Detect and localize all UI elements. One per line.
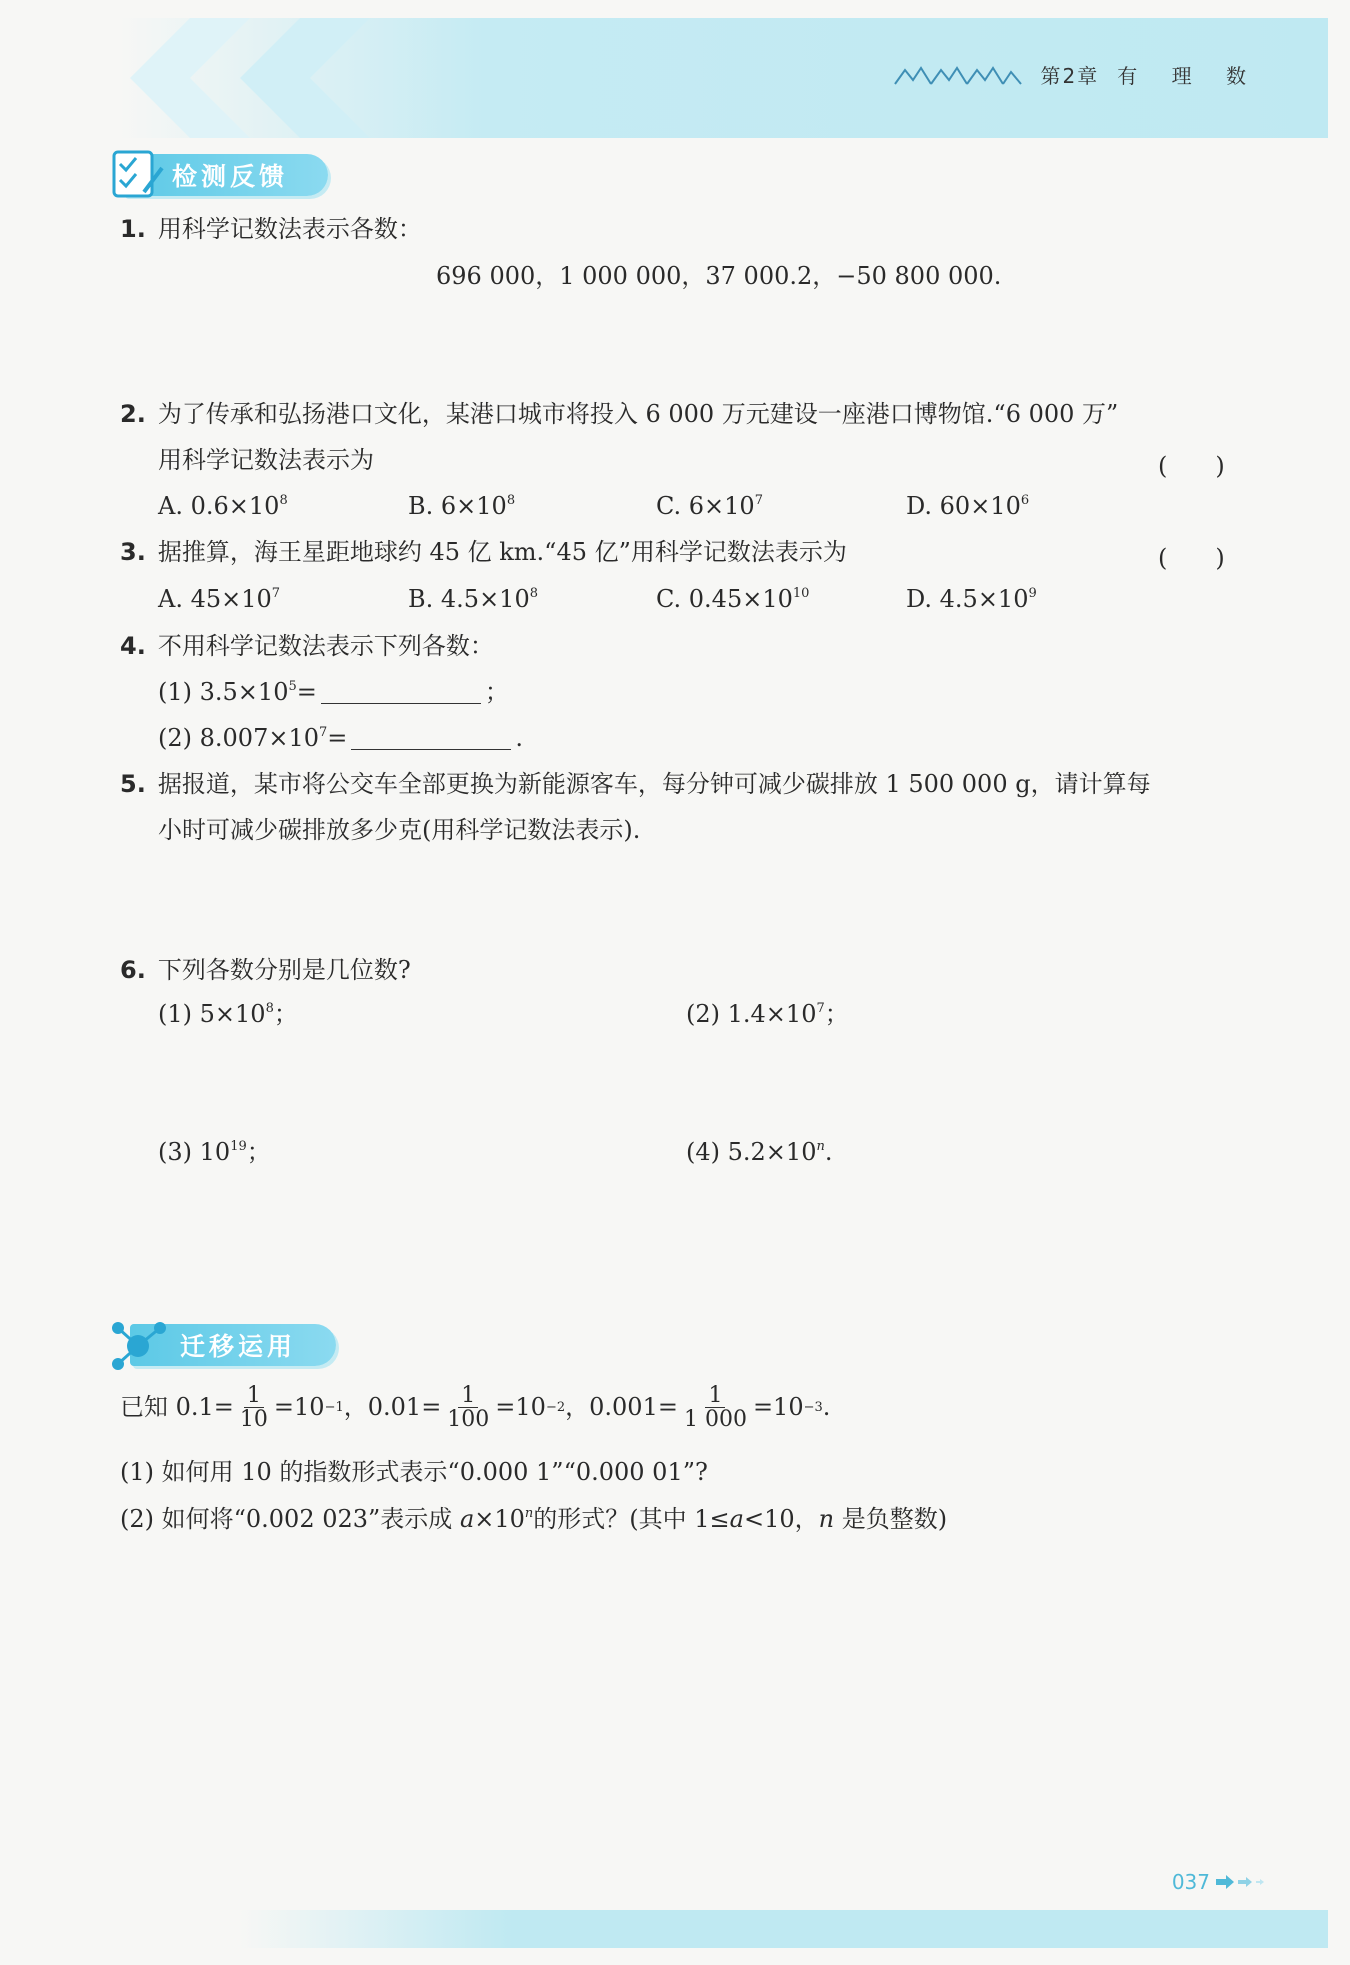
equation-lhs: 0.1= <box>175 1393 234 1422</box>
option-label: C. <box>656 492 682 520</box>
equals-sign: = <box>296 678 317 706</box>
option-d <box>906 492 1029 520</box>
option-b <box>408 585 538 613</box>
punctuation: ； <box>824 1000 849 1028</box>
variable: a <box>459 1505 475 1533</box>
exponent: 19 <box>230 1139 247 1154</box>
item-value: 1.4×10 <box>727 1000 817 1028</box>
text: ×10 <box>474 1505 525 1533</box>
option-label: C. <box>656 585 682 613</box>
item-label: (2) <box>686 1000 720 1028</box>
item-label: (1) <box>158 1000 192 1028</box>
option-label: B. <box>408 492 434 520</box>
option-value: 4.5×10 <box>440 585 530 613</box>
exponent: n <box>816 1139 825 1154</box>
question-6-item-1 <box>158 1000 298 1029</box>
exponent: 9 <box>1028 586 1037 601</box>
option-label: D. <box>906 585 933 613</box>
answer-parentheses: ( ) <box>1158 544 1225 572</box>
punctuation: . <box>822 1393 831 1422</box>
denominator: 1 000 <box>683 1407 747 1433</box>
question-5-line2: 小时可减少碳排放多少克(用科学记数法表示). <box>158 816 641 844</box>
denominator: 10 <box>239 1407 268 1433</box>
option-d <box>906 585 1037 613</box>
footer-band <box>240 1910 1328 1948</box>
molecule-icon <box>110 1318 170 1374</box>
option-value: 45×10 <box>190 585 272 613</box>
checklist-icon <box>110 148 166 202</box>
section-badge-check <box>122 152 328 198</box>
question-6-item-4 <box>686 1138 832 1167</box>
exponent: 5 <box>288 679 297 694</box>
question-4 <box>120 632 494 661</box>
equation-rhs: =10 <box>273 1393 325 1422</box>
answer-parentheses: ( ) <box>1158 452 1225 480</box>
exponent: 6 <box>1020 493 1030 508</box>
question-2 <box>120 400 1118 429</box>
answer-blank[interactable] <box>321 681 481 704</box>
section-title: 迁移运用 <box>180 1332 297 1361</box>
section-title-pill <box>130 1324 336 1366</box>
question-6-item-3 <box>158 1138 271 1167</box>
question-1-numbers: 696 000，1 000 000，37 000.2，−50 800 000. <box>436 262 1002 290</box>
option-value: 4.5×10 <box>939 585 1029 613</box>
variable: a <box>729 1505 744 1533</box>
equation-rhs: =10 <box>495 1393 546 1422</box>
option-label: B. <box>408 585 434 613</box>
question-text: 据报道，某市将公交车全部更换为新能源客车，每分钟可减少碳排放 1 500 000 g，请计算每 <box>157 770 1151 798</box>
question-4-item-2 <box>158 724 523 753</box>
option-label: A. <box>158 492 183 520</box>
question-number: 5. <box>120 770 146 798</box>
page-number-text: 037 <box>1171 1870 1210 1894</box>
item-value: 8.007×10 <box>199 724 319 752</box>
item-label: (4) <box>686 1138 720 1166</box>
option-value: 60×10 <box>939 492 1021 520</box>
option-label: A. <box>158 585 183 613</box>
question-text: 为了传承和弘扬港口文化，某港口城市将投入 6 000 万元建设一座港口博物馆.“6 000 万” <box>157 400 1119 428</box>
exponent: 8 <box>529 586 539 601</box>
exponent: 7 <box>271 586 281 601</box>
option-label: D. <box>906 492 933 520</box>
known-label: 已知 <box>120 1393 168 1422</box>
running-header <box>893 60 1260 89</box>
question-text: 据推算，海王星距地球约 45 亿 km.“45 亿”用科学记数法表示为 <box>157 538 847 566</box>
question-number: 2. <box>120 400 146 428</box>
answer-blank[interactable] <box>351 727 511 750</box>
option-a <box>158 492 288 520</box>
exponent: 7 <box>816 1001 825 1016</box>
item-label: (2) <box>158 724 192 752</box>
option-b <box>408 492 515 520</box>
item-label: (1) <box>158 678 192 706</box>
question-1 <box>120 215 422 244</box>
exponent: 8 <box>506 493 516 508</box>
transfer-sub-1: (1) 如何用 10 的指数形式表示“0.000 1”“0.000 01”? <box>120 1458 708 1486</box>
chapter-title: 有 理 数 <box>1117 64 1260 88</box>
mountains-icon <box>893 64 1023 86</box>
option-a <box>158 585 280 613</box>
question-6-item-2 <box>686 1000 849 1029</box>
punctuation: ； <box>484 678 509 706</box>
option-value: 6×10 <box>440 492 507 520</box>
double-arrow-icon <box>1216 1875 1264 1889</box>
question-number: 4. <box>120 632 146 660</box>
option-value: 0.6×10 <box>190 492 280 520</box>
punctuation: ； <box>246 1138 271 1166</box>
text: 是负整数) <box>834 1505 948 1533</box>
equation-lhs: 0.001= <box>589 1393 678 1422</box>
question-text: 用科学记数法表示各数： <box>157 215 422 243</box>
question-5 <box>120 770 1151 799</box>
option-value: 0.45×10 <box>688 585 793 613</box>
section-badge-transfer <box>130 1322 336 1368</box>
fraction <box>444 1384 492 1431</box>
punctuation: . <box>824 1138 833 1166</box>
text: 的形式？(其中 1≤ <box>533 1505 730 1533</box>
question-4-item-1 <box>158 678 509 707</box>
exponent: n <box>524 1506 534 1521</box>
option-c <box>656 585 809 613</box>
numerator: 1 <box>705 1384 725 1408</box>
fraction <box>681 1384 750 1431</box>
question-number: 3. <box>120 538 146 566</box>
numerator: 1 <box>458 1384 478 1408</box>
page-number <box>1172 1870 1264 1894</box>
punctuation: ， <box>343 1393 368 1422</box>
section-title: 检测反馈 <box>172 162 289 191</box>
variable: n <box>818 1505 835 1533</box>
chevron-decoration <box>120 18 380 138</box>
question-2-line2: 用科学记数法表示为 <box>158 446 374 474</box>
question-3 <box>120 538 847 567</box>
exponent: 7 <box>319 725 328 740</box>
transfer-sub-2 <box>120 1505 947 1534</box>
item-value: 3.5×10 <box>199 678 289 706</box>
item-value: 10 <box>199 1138 231 1166</box>
item-label: (3) <box>158 1138 192 1166</box>
punctuation: . <box>515 724 524 752</box>
question-number: 6. <box>120 956 146 984</box>
question-number: 1. <box>120 215 146 243</box>
question-text: 不用科学记数法表示下列各数： <box>157 632 494 660</box>
exponent: 7 <box>754 493 763 508</box>
exponent: 8 <box>279 493 288 508</box>
exponent: 10 <box>792 586 810 601</box>
fraction <box>237 1384 271 1431</box>
question-6 <box>120 956 411 985</box>
punctuation: ； <box>273 1000 298 1028</box>
equals-sign: = <box>327 724 348 752</box>
equation-lhs: 0.01= <box>367 1393 442 1422</box>
item-value: 5×10 <box>199 1000 266 1028</box>
section-title-pill <box>122 154 328 196</box>
denominator: 100 <box>447 1407 490 1433</box>
chapter-label: 第2章 <box>1040 64 1100 88</box>
option-value: 6×10 <box>688 492 755 520</box>
question-text: 下列各数分别是几位数? <box>157 956 411 984</box>
exponent: 8 <box>265 1001 274 1016</box>
punctuation: ， <box>565 1393 590 1422</box>
option-c <box>656 492 763 520</box>
numerator: 1 <box>244 1384 264 1408</box>
known-equations: 已知 0.1= $\frac{1}{10}$ =10 −1 ， 0.01= $\frac{1}{100}$ =10 −2 ， 0.001= $\frac{1}{1 000}$ =10 −3 . <box>120 1383 831 1433</box>
equation-rhs: =10 <box>752 1393 804 1422</box>
text: <10， <box>743 1505 819 1533</box>
item-value: 5.2×10 <box>727 1138 817 1166</box>
text: (2) 如何将“0.002 023”表示成 <box>120 1505 460 1533</box>
